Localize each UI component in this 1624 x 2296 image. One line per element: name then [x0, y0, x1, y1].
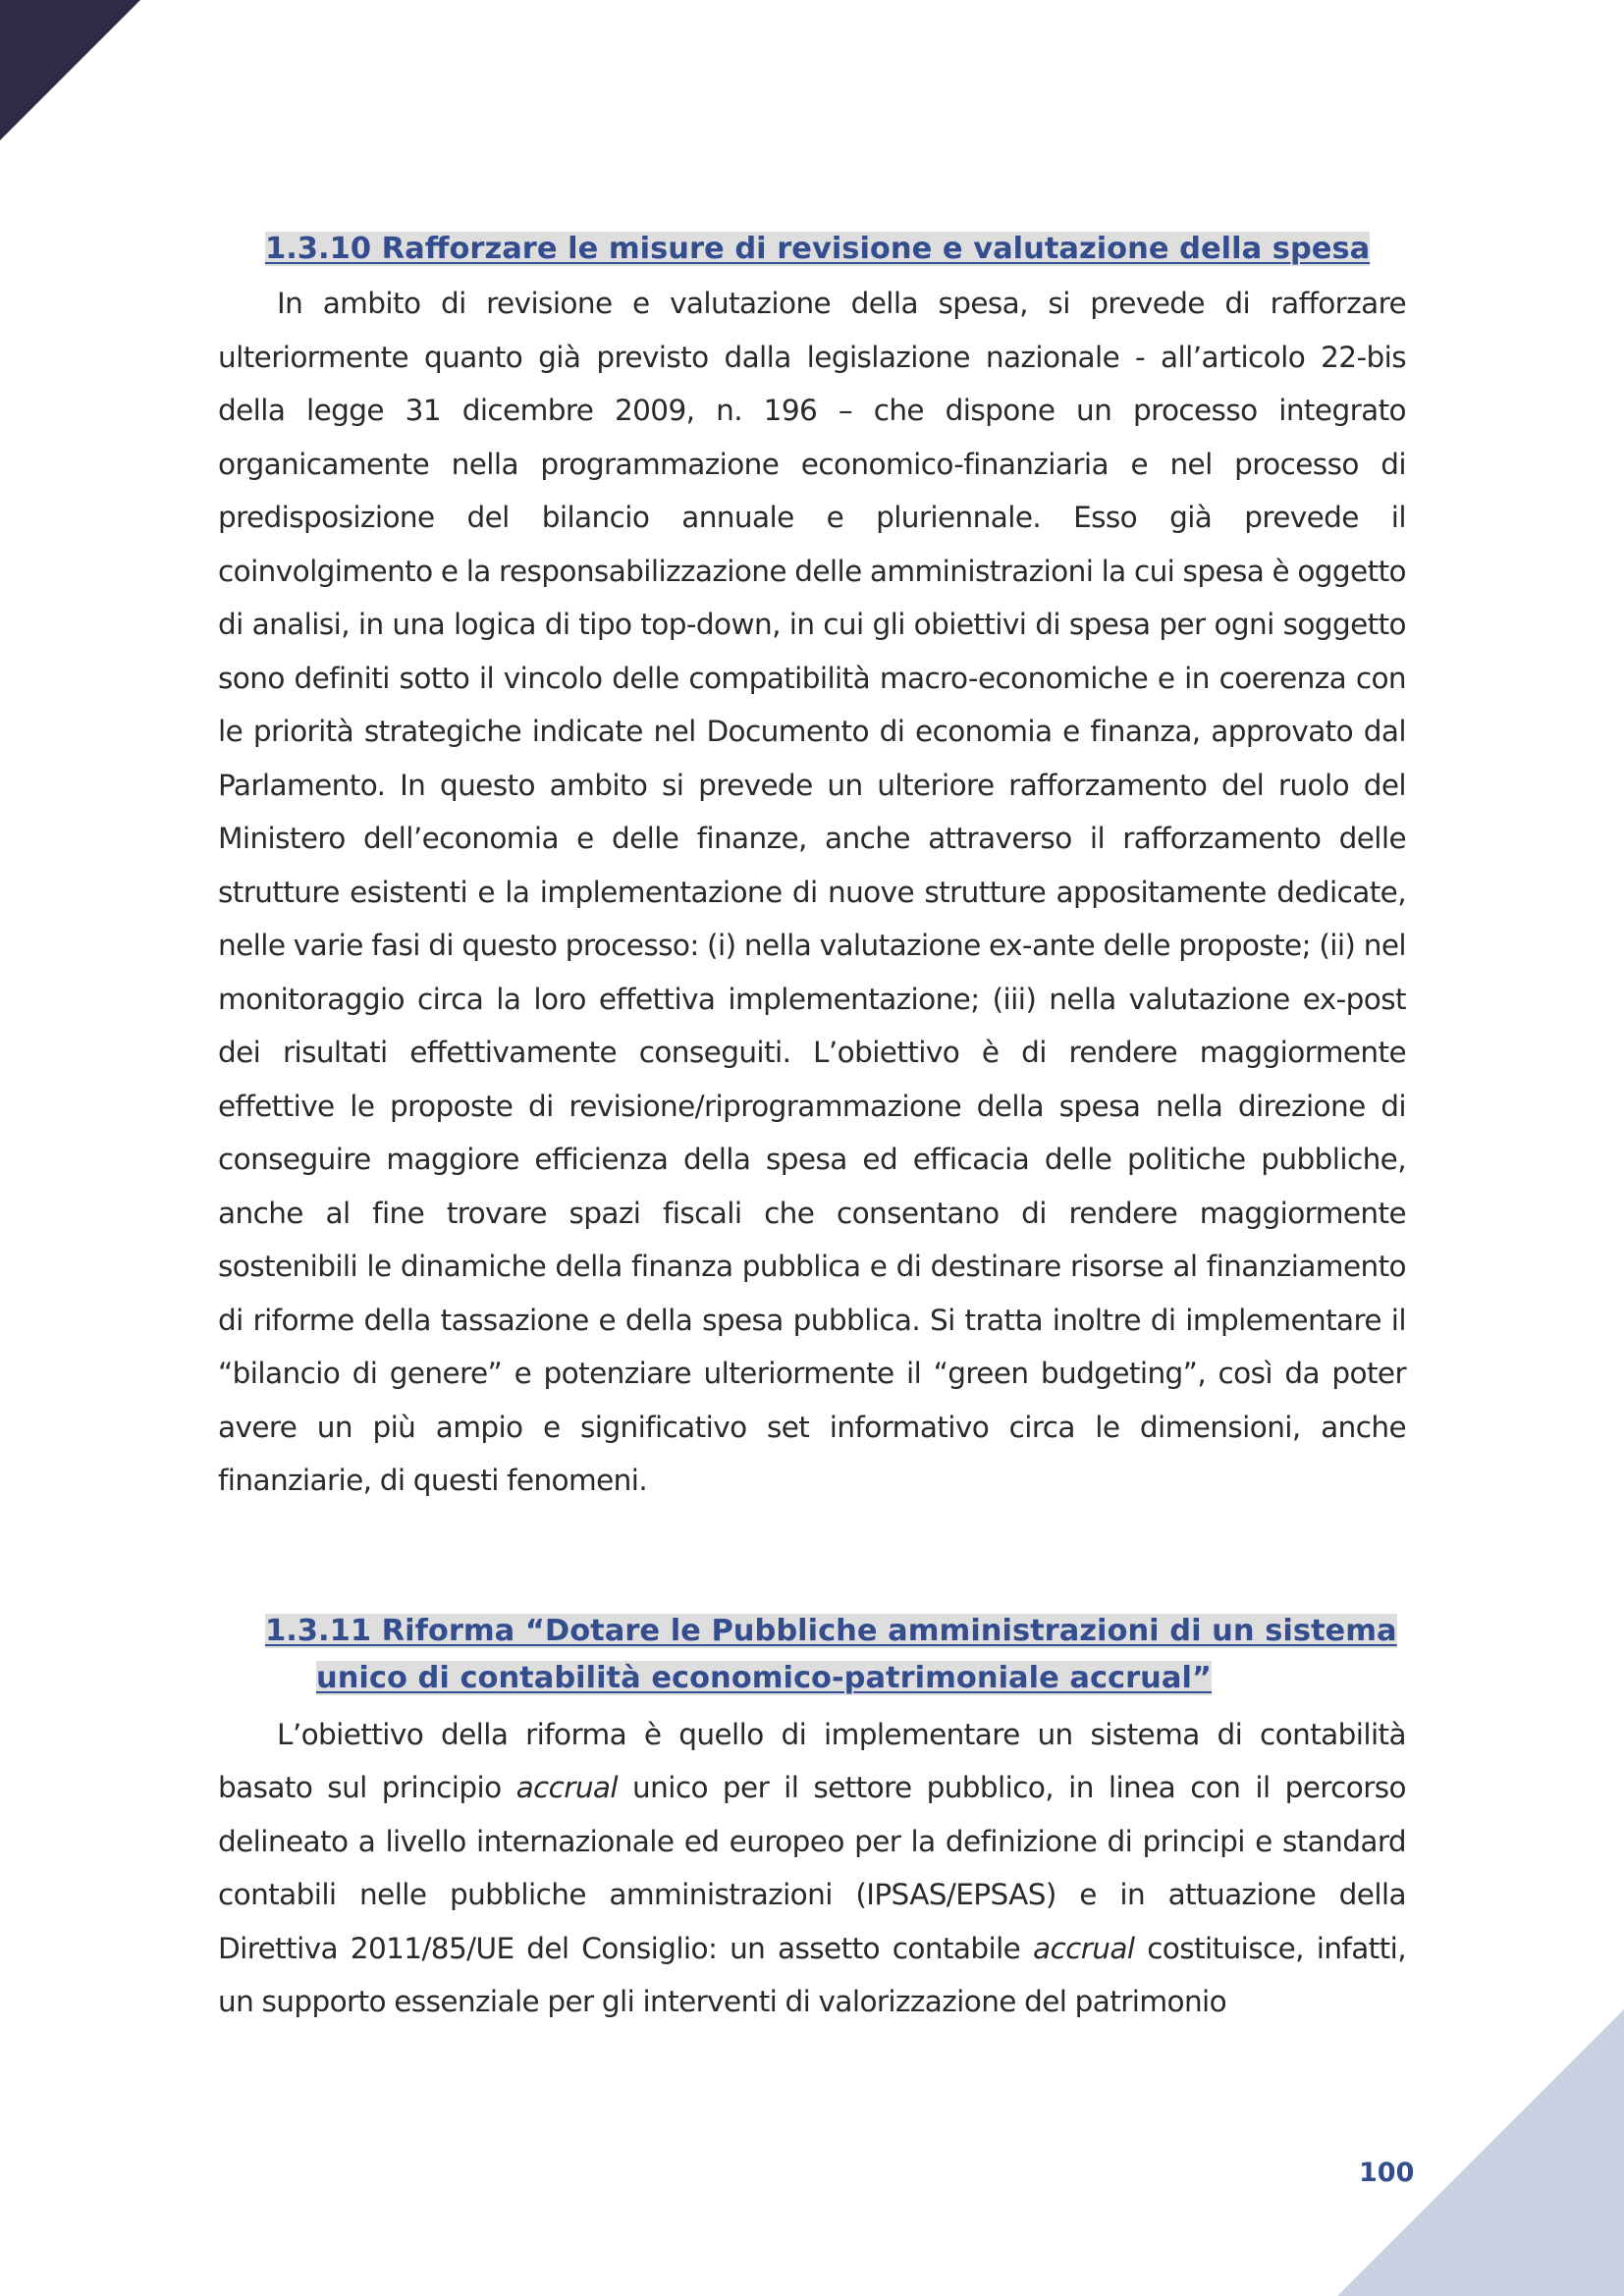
section-heading-1-3-11	[265, 1608, 1406, 1702]
paragraph-text: costituisce, infatti, un supporto essenziale per gli interventi di valorizzazione del patrimonio	[218, 1931, 1406, 2018]
section-heading-text-line-1: 1.3.11 Riforma “Dotare le Pubbliche amministrazioni di un sistema	[265, 1613, 1397, 1648]
section-heading-1-3-10	[265, 226, 1406, 273]
corner-decoration-top-left	[0, 0, 140, 140]
page-content	[218, 226, 1406, 2029]
section-heading-text: 1.3.10 Rafforzare le misure di revisione e valutazione della spesa	[265, 232, 1371, 266]
section-heading-line-2-wrapper	[265, 1655, 1406, 1702]
paragraph-text: L’obiettivo della riforma è quello di implementare un sistema di contabilità basato sul principio	[218, 1717, 1406, 1804]
section-paragraph-1-3-10: In ambito di revisione e valutazione della spesa, si prevede di rafforzare ulteriormente quanto già previsto dalla legislazione nazionale - all’articolo 22-bis della legge 31 dicembre 2009, n. 196 – che dispone un processo integrato organicamente nella programmazione economico-finanziaria e nel processo di predisposizione del bilancio annuale e pluriennale. Esso già prevede il coinvolgimento e la responsabilizzazione delle amministrazioni la cui spesa è oggetto di analisi, in una logica di tipo top-down, in cui gli obiettivi di spesa per ogni soggetto sono definiti sotto il vincolo delle compatibilità macro-economiche e in coerenza con le priorità strategiche indicate nel Documento di economia e finanza, approvato dal Parlamento. In questo ambito si prevede un ulteriore rafforzamento del ruolo del Ministero dell’economia e delle finanze, anche attraverso il rafforzamento delle strutture esistenti e la implementazione di nuove strutture appositamente dedicate, nelle varie fasi di questo processo: (i) nella valutazione ex-ante delle proposte; (ii) nel monitoraggio circa la loro effettiva implementazione; (iii) nella valutazione ex-post dei risultati effettivamente conseguiti. L’obiettivo è di rendere maggiormente effettive le proposte di revisione/riprogrammazione della spesa nella direzione di conseguire maggiore efficienza della spesa ed efficacia delle politiche pubbliche, anche al fine trovare spazi fiscali che consentano di rendere maggiormente sostenibili le dinamiche della finanza pubblica e di destinare risorse al finanziamento di riforme della tassazione e della spesa pubblica. Si tratta inoltre di implementare il “bilancio di genere” e potenziare ulteriormente il “green budgeting”, così da poter avere un più ampio e significativo set informativo circa le dimensioni, anche finanziarie, di questi fenomeni.	[218, 287, 1406, 1497]
page-number: 100	[1359, 2158, 1415, 2188]
section-heading-text-line-2: unico di contabilità economico-patrimoniale accrual”	[316, 1660, 1212, 1695]
corner-decoration-bottom-right	[1337, 2009, 1624, 2296]
italic-term-accrual: accrual	[515, 1771, 618, 1804]
paragraph-text: unico per il settore pubblico, in linea con il percorso delineato a livello internazionale ed europeo per la definizione di principi e standard contabili nelle pubbliche amministrazioni (IPSAS/EPSAS) e in attuazione della Direttiva 2011/85/UE del Consiglio: un assetto contabile	[218, 1771, 1406, 1965]
section-paragraph-1-3-11	[218, 1708, 1406, 2029]
italic-term-accrual: accrual	[1033, 1931, 1135, 1965]
